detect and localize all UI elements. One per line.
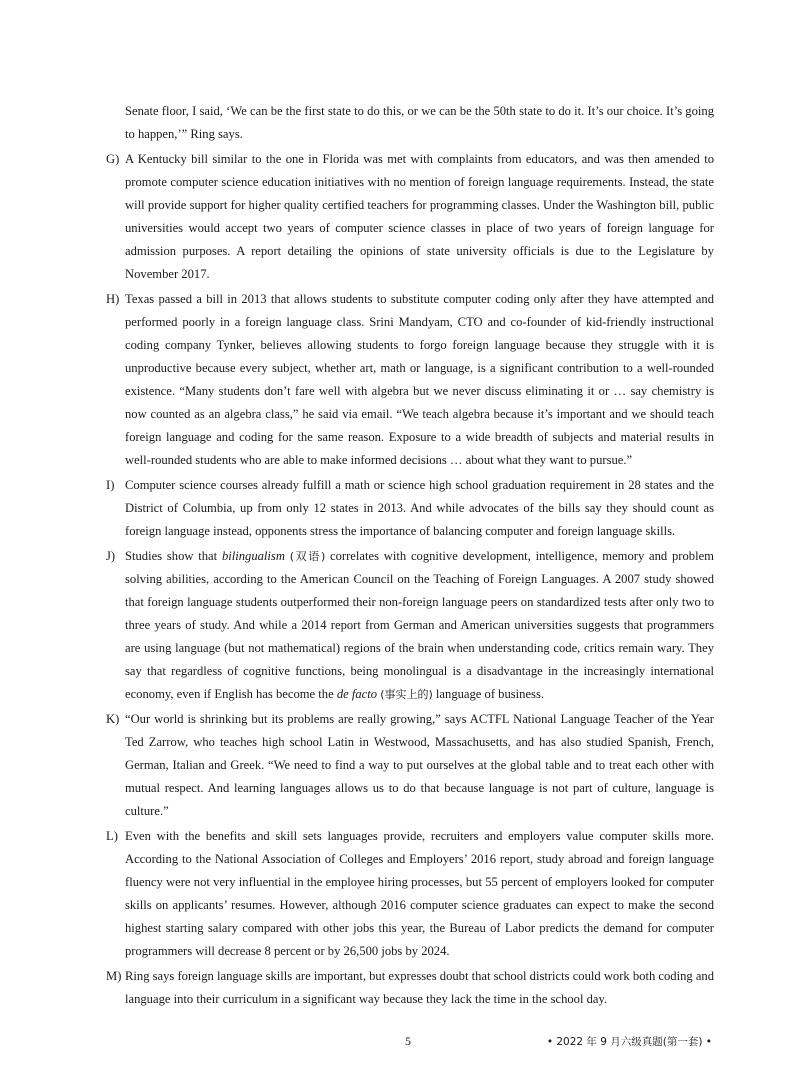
paragraph-label: J) — [106, 549, 116, 563]
paragraph-g — [106, 148, 714, 286]
paragraph-label: I) — [106, 478, 115, 492]
paragraph-text: Senate floor, I said, ‘We can be the first state to do this, or we can be the 50th state to do it. It’s our choice. It’s going to happen,’” Ring says. — [125, 104, 714, 141]
paragraph-text: Texas passed a bill in 2013 that allows students to substitute computer coding only after they have attempted and performed poorly in a foreign language class. Srini Mandyam, CTO and co-founder of kid-friendly instructional coding company Tynker, believes allowing students to forgo foreign language because they struggle with it is unproductive because every subject, whether art, math or language, is a significant contribution to a well-rounded existence. “Many students don’t fare well with algebra but we never discuss eliminating it or … say chemistry is now counted as an algebra class,” he said via email. “We teach algebra because it’s important and we should teach foreign language and coding for the same reason. Exposure to a wide breadth of subjects and material results in well-rounded students who are able to make informed decisions … about what they want to pursue.” — [125, 292, 714, 467]
paragraph-continued — [106, 100, 714, 146]
page-number: 5 — [405, 1034, 411, 1048]
paragraph-label: H) — [106, 292, 120, 306]
term-de-facto: de facto — [336, 687, 378, 701]
paragraph-m — [106, 965, 714, 1011]
paragraph-k — [106, 708, 714, 823]
paragraph-text: Ring says foreign language skills are important, but expresses doubt that school districts could work both coding and language into their curriculum in a significant way because they lack the time in the school day. — [125, 969, 715, 1006]
paragraph-text: Computer science courses already fulfill a math or science high school graduation requirement in 28 states and the District of Columbia, up from only 12 states in 2013. And while advocates of the bills say they should count as foreign language instead, opponents stress the importance of balancing computer and foreign language skills. — [125, 478, 714, 538]
paragraph-h — [106, 288, 714, 472]
gloss-de-facto: (事实上的) — [380, 688, 433, 701]
paragraph-i — [106, 474, 714, 543]
paragraph-text: “Our world is shrinking but its problems are really growing,” says ACTFL National Language Teacher of the Year Ted Zarrow, who teaches high school Latin in Westwood, Massachusetts, and has also studied Spanish, French, German, Italian and Greek. “We need to find a way to put ourselves at the global table and to treat each other with mutual respect. And learning languages allows us to do that because language is not part of culture, language is culture.” — [125, 712, 714, 818]
paragraph-text: correlates with cognitive development, intelligence, memory and problem solving abilities, according to the American Council on the Teaching of Foreign Languages. A 2007 study showed that foreign language students outperformed their non-foreign language peers on standardized tests after only two to three years of study. And while a 2014 report from German and American universities suggests that programmers are using language (but not mathematical) regions of the brain when understanding code, critics remain wary. They say that regardless of cognitive functions, being monolingual is a disadvantage in the increasingly international economy, even if English has become the — [125, 549, 714, 701]
paragraph-text: A Kentucky bill similar to the one in Florida was met with complaints from educators, and was then amended to promote computer science education initiatives with no mention of foreign language requirements. Instead, the state will provide support for higher quality certified teachers for programming classes. Under the Washington bill, public universities would accept two years of computer science classes in place of two years of foreign language for admission purposes. A report detailing the opinions of state university officials is due to the Legislature by November 2017. — [125, 152, 714, 281]
gloss-bilingualism: (双语) — [289, 550, 326, 563]
paragraph-label: M) — [106, 969, 122, 983]
paragraph-text: Even with the benefits and skill sets languages provide, recruiters and employers value computer skills more. According to the National Association of Colleges and Employers’ 2016 report, study abroad and foreign language fluency were not very influential in the employee hiring processes, but 55 percent of employers looked for computer skills on applicants’ resumes. However, although 2016 computer science graduates can expect to make the second highest starting salary compared with other jobs this year, the Bureau of Labor predicts the demand for computer programmers will decrease 8 percent or by 26,500 jobs by 2024. — [125, 829, 714, 958]
term-bilingualism: bilingualism — [221, 549, 285, 563]
paragraph-label: G) — [106, 152, 120, 166]
paragraph-text: language of business. — [432, 687, 545, 701]
exam-note: • 2022 年 9 月六级真题(第一套) • — [546, 1036, 712, 1048]
paragraph-label: K) — [106, 712, 120, 726]
document-body — [106, 100, 714, 1013]
paragraph-label: L) — [106, 829, 118, 843]
paragraph-j — [106, 545, 714, 706]
paragraph-l — [106, 825, 714, 963]
paragraph-text: Studies show that — [125, 549, 222, 563]
